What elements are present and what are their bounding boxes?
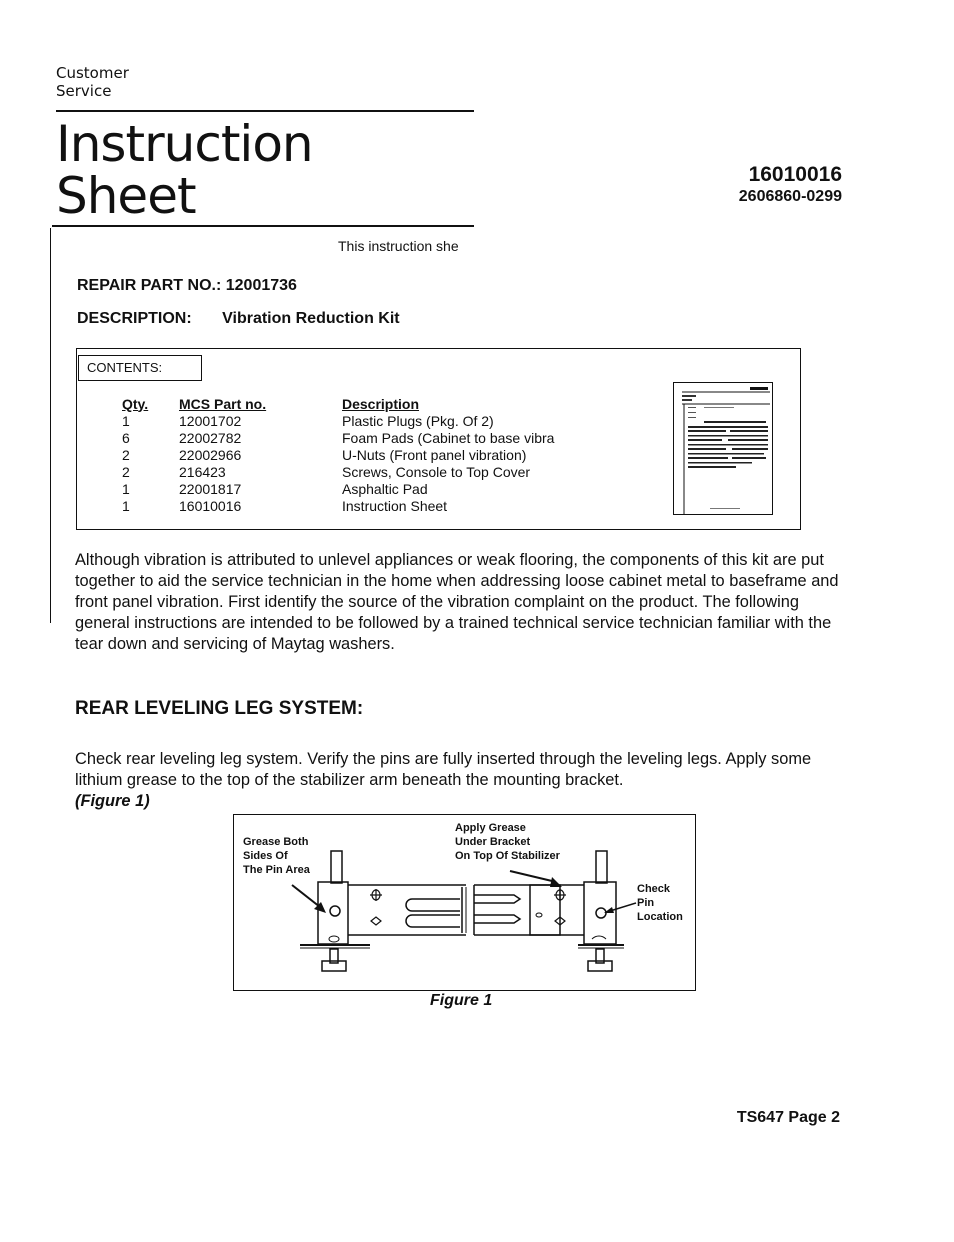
left-margin-bar	[50, 228, 51, 623]
figure-1-box	[233, 814, 696, 991]
figure-label-top-line-2: Under Bracket	[455, 836, 531, 848]
figure-label-top	[455, 821, 560, 863]
figure-label-top-line-1: Apply Grease	[455, 822, 526, 834]
document-sub-number: 2606860-0299	[738, 188, 842, 205]
description-cell: Asphaltic Pad	[342, 480, 428, 497]
part-number-cell: 22001817	[179, 480, 242, 497]
contents-tag: CONTENTS:	[78, 355, 202, 381]
description-header: Description	[342, 395, 420, 412]
parts-table-header	[118, 395, 554, 412]
description-label: DESCRIPTION:	[77, 310, 192, 327]
figure-label-left-line-1: Grease Both	[243, 836, 309, 848]
repair-part-number: 12001736	[225, 277, 297, 294]
part-number-cell: 22002782	[179, 429, 242, 446]
figure-label-left-line-3: The Pin Area	[243, 864, 310, 876]
figure-label-right-line-1: Check	[637, 883, 671, 895]
repair-part-line	[77, 277, 297, 295]
department-line-1: Customer	[56, 64, 129, 82]
table-row	[118, 463, 554, 480]
qty-cell: 2	[122, 446, 130, 463]
qty-header: Qty.	[122, 395, 149, 412]
part-number-header: MCS Part no.	[179, 395, 267, 412]
qty-cell: 1	[122, 480, 130, 497]
part-number-cell: 12001702	[179, 412, 242, 429]
figure-label-right-line-3: Location	[637, 911, 683, 923]
page-title	[56, 115, 313, 225]
table-row	[118, 480, 554, 497]
table-row	[118, 429, 554, 446]
title-line-1: Instruction	[56, 115, 313, 173]
parts-table	[118, 395, 554, 514]
qty-cell: 2	[122, 463, 130, 480]
table-row	[118, 497, 554, 514]
description-value: Vibration Reduction Kit	[222, 310, 400, 327]
header-bottom-rule	[52, 225, 474, 227]
header-top-rule	[56, 110, 474, 112]
figure-reference: (Figure 1)	[75, 792, 150, 810]
table-row	[118, 412, 554, 429]
qty-cell: 6	[122, 429, 130, 446]
description-cell: Instruction Sheet	[342, 497, 448, 514]
description-cell: Foam Pads (Cabinet to base vibra	[342, 429, 555, 446]
document-number: 16010016	[748, 163, 842, 186]
part-number-cell: 22002966	[179, 446, 242, 463]
figure-label-left	[243, 835, 310, 877]
repair-part-label: REPAIR PART NO.:	[77, 277, 222, 294]
instruction-sheet-thumbnail	[673, 382, 773, 515]
qty-cell: 1	[122, 497, 130, 514]
thumbnail-sheet-drawing	[674, 383, 772, 514]
figure-label-top-line-3: On Top Of Stabilizer	[455, 850, 560, 862]
description-cell: Plastic Plugs (Pkg. Of 2)	[342, 412, 494, 429]
department-line-2: Service	[56, 82, 112, 100]
description-cell: Screws, Console to Top Cover	[342, 463, 531, 480]
truncated-note: This instruction she	[338, 238, 459, 254]
section-body-text: Check rear leveling leg system. Verify the pins are fully inserted through the leveling legs. Apply some lithium grease to the top of the stabilizer arm beneath the mounting bracket.	[75, 750, 812, 789]
description-line	[77, 310, 400, 328]
table-row	[118, 446, 554, 463]
figure-caption: Figure 1	[430, 992, 493, 1009]
intro-paragraph: Although vibration is attributed to unlevel appliances or weak flooring, the components of this kit are put together to aid the service technician in the home when addressing loose cabinet metal to baseframe and front panel vibration. First identify the source of the vibration complaint on the product. The following general instructions are intended to be followed by a trained technical service technician familiar with the tear down and servicing of Maytag washers.	[75, 551, 839, 653]
title-line-2: Sheet	[56, 167, 196, 225]
section-heading: REAR LEVELING LEG SYSTEM:	[75, 698, 364, 719]
department-label	[56, 64, 129, 100]
section-body	[75, 749, 855, 812]
qty-cell: 1	[122, 412, 130, 429]
part-number-cell: 216423	[179, 463, 226, 480]
figure-label-left-line-2: Sides Of	[243, 850, 288, 862]
description-cell: U-Nuts (Front panel vibration)	[342, 446, 527, 463]
figure-label-right-line-2: Pin	[637, 897, 655, 909]
figure-label-right	[637, 882, 683, 924]
document-number-block	[739, 163, 842, 207]
part-number-cell: 16010016	[179, 497, 242, 514]
page-footer: TS647 Page 2	[736, 1109, 840, 1126]
